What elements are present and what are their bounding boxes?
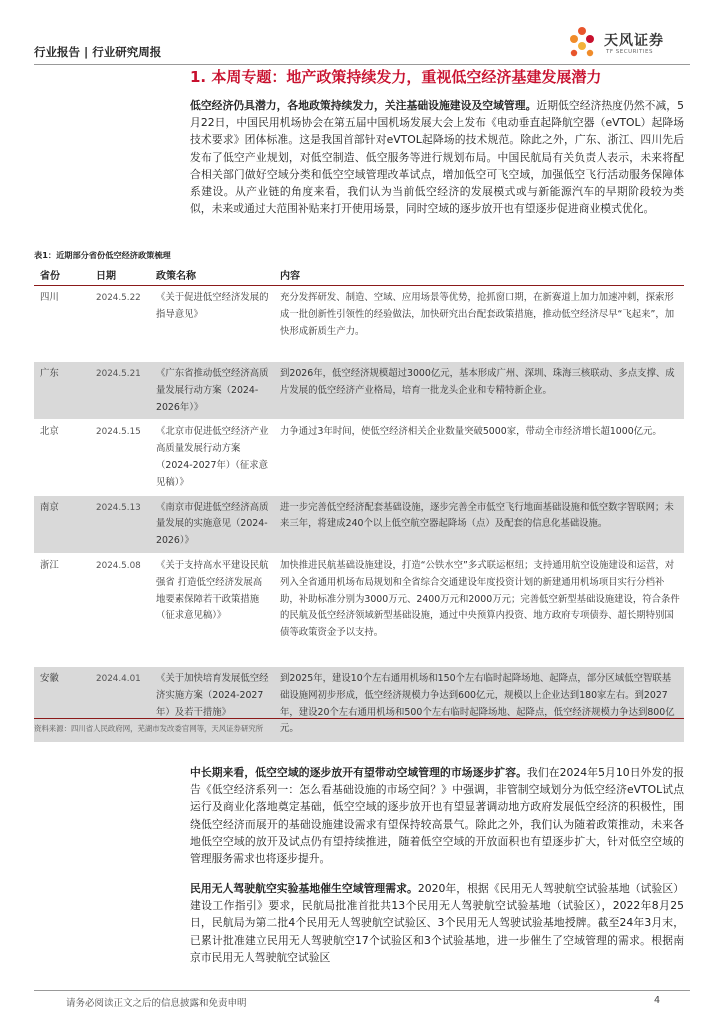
table-row (34, 286, 684, 362)
cell-date: 2024.5.22 (90, 286, 150, 362)
cell-date: 2024.5.13 (90, 495, 150, 553)
cell-policy: 《关于促进低空经济发展的指导意见》 (150, 286, 274, 362)
brand-logo (566, 24, 696, 60)
footer-divider (34, 990, 690, 991)
paragraph-1-body: 近期低空经济热度仍然不减，5月22日，中国民用机场协会在第五届中国机场发展大会上发布《电动垂直起降航空器（eVTOL）起降场技术要求》团体标准。这是我国首部针对eVTOL起降场的技术规范。除此之外，广东、浙江、四川先后发布了低空产业规划，对低空制造、低空服务等进行规划布局。中国民航局有关负责人表示，未来将配合相关部门做好空域分类和低空空域管理改革试点，增加低空可飞空域，加强低空飞行活动服务保障体系建设。从产业链的角度来看，我们认为当前低空经济的发展模式或与新能源汽车的早期阶段较为类似，未来或通过大范围补贴来打开使用场景，同时空域的逐步放开也有望逐步促进商业模式优化。 (190, 99, 684, 216)
cell-province: 浙江 (34, 553, 90, 666)
header-divider (34, 64, 690, 65)
report-category-label: 行业报告 | 行业研究周报 (34, 45, 162, 59)
paragraph-1 (190, 97, 684, 217)
footer-disclaimer: 请务必阅读正文之后的信息披露和免责申明 (66, 998, 247, 1009)
cell-province: 安徽 (34, 666, 90, 742)
paragraph-2 (190, 764, 684, 867)
cell-policy: 《关于支持高水平建设民航强省 打造低空经济发展高地要素保障若干政策措施（征求意见稿）》 (150, 553, 274, 666)
cell-policy: 《南京市促进低空经济高质量发展的实施意见（2024-2026）》 (150, 495, 274, 553)
tf-logo-icon (566, 24, 602, 60)
logo-text-en: TF SECURITIES (606, 49, 653, 55)
cell-content: 到2025年，建设10个左右通用机场和150个左右临时起降场地、起降点，部分区域低空智联基础设施网初步形成，低空经济规模力争达到600亿元，规模以上企业达到180家左右。到2027年，建设20个左右通用机场和500个左右临时起降场地、起降点，低空经济规模力争达到800亿元。 (274, 666, 684, 742)
table-title: 表1：近期部分省份低空经济政策梳理 (34, 250, 171, 260)
cell-date: 2024.5.15 (90, 420, 150, 495)
table-row (34, 420, 684, 495)
cell-province: 北京 (34, 420, 90, 495)
paragraph-1-lead: 低空经济仍具潜力，各地政策持续发力，关注基础设施建设及空域管理。 (190, 99, 537, 112)
cell-date: 2024.5.21 (90, 362, 150, 420)
cell-province: 广东 (34, 362, 90, 420)
section-title: 1. 本周专题：地产政策持续发力，重视低空经济基建发展潜力 (190, 68, 602, 86)
cell-content: 加快推进民航基础设施建设，打造“公铁水空”多式联运枢纽；支持通用航空设施建设和运营，对列入全省通用机场布局规划和全省综合交通建设年度投资计划的新建通用机场项目实行分档补助，补助标准分别为3000万元、2400万元和2000万元；完善低空新型基础设施建设，符合条件的民航及低空经济领域新型基础设施，通过中央预算内投资、地方政府专项债券、超长期特别国债等政策资金予以支持。 (274, 553, 684, 666)
cell-content: 到2026年，低空经济规模超过3000亿元，基本形成广州、深圳、珠海三核联动、多点支撑、成片发展的低空经济产业格局，培育一批龙头企业和专精特新企业。 (274, 362, 684, 420)
cell-province: 南京 (34, 495, 90, 553)
paragraph-3-body: 2020年，根据《民用无人驾驶航空试验基地（试验区）建设工作指引》要求，民航局批准首批共13个民用无人驾驶航空试验基地（试验区），2022年8月25日，民航局为第二批4个民用无人驾驶航空试验区、3个民用无人驾驶试验基地授牌。截至24年3月末，已累计批准建立民用无人驾驶航空17个试验区和3个试验基地，进一步催生了空域管理的需求。根据南京市民用无人驾驶航空试验区 (190, 882, 685, 964)
cell-policy: 《北京市促进低空经济产业高质量发展行动方案（2024-2027年）（征求意见稿）》 (150, 420, 274, 495)
cell-province: 四川 (34, 286, 90, 362)
cell-date: 2024.4.01 (90, 666, 150, 742)
paragraph-2-lead: 中长期来看，低空空域的逐步放开有望带动空域管理的市场逐步扩容。 (190, 766, 528, 779)
header-date: 日期 (90, 264, 150, 286)
cell-content: 充分发挥研发、制造、空域、应用场景等优势，抢抓窗口期，在新赛道上加力加速冲刺，探索形成一批创新性引领性的经验做法，加快研究出台配套政策措施，推动低空经济尽早“飞起来”，加快形成新质生产力。 (274, 286, 684, 362)
page-number: 4 (654, 995, 661, 1006)
paragraph-3 (190, 880, 684, 966)
header-policy: 政策名称 (150, 264, 274, 286)
table-row (34, 362, 684, 420)
table-row (34, 495, 684, 553)
cell-policy: 《关于加快培育发展低空经济实施方案（2024-2027年）及若干措施》 (150, 666, 274, 742)
cell-content: 进一步完善低空经济配套基础设施，逐步完善全市低空飞行地面基础设施和低空数字智联网；未来三年，将建成240个以上低空航空器起降场（点）及配套的信息化基础设施。 (274, 495, 684, 553)
table-bottom-rule (34, 718, 684, 719)
cell-content: 力争通过3年时间，使低空经济相关企业数量突破5000家，带动全市经济增长超1000亿元。 (274, 420, 684, 495)
header-province: 省份 (34, 264, 90, 286)
logo-text-cn: 天风证券 (604, 33, 664, 49)
policy-table (34, 264, 684, 743)
cell-policy: 《广东省推动低空经济高质量发展行动方案（2024-2026年）》 (150, 362, 274, 420)
cell-date: 2024.5.08 (90, 553, 150, 666)
header-content: 内容 (274, 264, 684, 286)
table-source-note: 资料来源：四川省人民政府网，芜湖市发改委官网等，天风证券研究所 (34, 724, 264, 733)
table-row (34, 553, 684, 666)
paragraph-3-lead: 民用无人驾驶航空实验基地催生空域管理需求。 (190, 882, 418, 895)
table-header-row (34, 264, 684, 286)
paragraph-2-body: 我们在2024年5月10日外发的报告《低空经济系列一：怎么看基础设施的市场空间？》中强调，非管制空域划分为低空经济eVTOL试点运行及商业化落地奠定基础，低空空域的逐步放开也有望显著调动地方政府发展低空经济的积极性，围绕低空经济而展开的基础设施建设需求有望保持较高景气。除此之外，我们认为随着政策推动，未来各地低空空域的放开及试点仍有望持续推进，随着低空空域的开放面积也有望逐步扩大，针对低空空域的管理服务需求也将逐步提升。 (190, 766, 685, 866)
